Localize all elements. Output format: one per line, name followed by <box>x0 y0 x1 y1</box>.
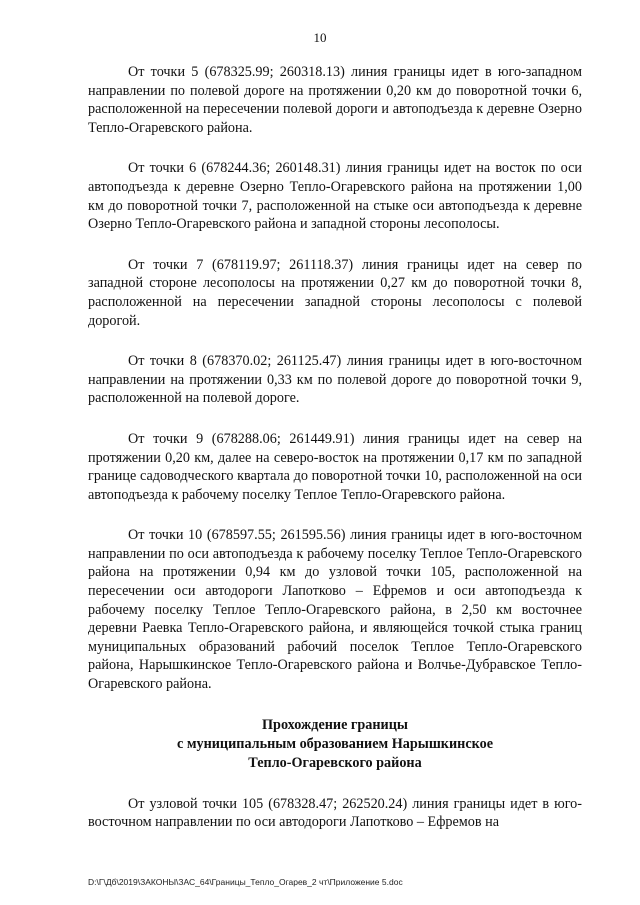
section-heading-line-1: Прохождение границы <box>262 716 408 733</box>
document-body <box>88 63 582 854</box>
section-heading-line-3: Тепло-Огаревского района <box>248 754 422 771</box>
paragraph-point-5: От точки 5 (678325.99; 260318.13) линия границы идет в юго-западном направлении по полевой дороге на протяжении 0,20 км до поворотной точки 6, расположенной на пересечении полевой дороги и автоподъезда к деревне Озерно Тепло-Огаревского района. <box>88 64 582 136</box>
paragraph-point-10: От точки 10 (678597.55; 261595.56) линия границы идет в юго-восточном направлении по оси автоподъезда к рабочему поселку Теплое Тепло-Огаревского района на протяжении 0,94 км до узловой точки 105, расположенной на пересечении оси автодороги Лапотково – Ефремов и оси автоподъезда к рабочему поселку Теплое Тепло-Огаревского района, в 2,50 км восточнее деревни Раевка Тепло-Огаревского района, и являющейся точкой стыка границ муниципальных образований рабочий поселок Теплое Тепло-Огаревского района, Нарышкинское Тепло-Огаревского района и Волчье-Дубравское Тепло-Огаревского района. <box>88 527 582 693</box>
section-heading-line-2: с муниципальным образованием Нарышкинское <box>176 735 494 752</box>
page-number: 10 <box>313 30 327 45</box>
paragraph-point-8: От точки 8 (678370.02; 261125.47) линия границы идет в юго-восточном направлении на протяжении 0,33 км по полевой дороге до поворотной точки 9, расположенной на полевой дороге. <box>88 353 582 407</box>
paragraph-point-7: От точки 7 (678119.97; 261118.37) линия границы идет на север по западной стороне лесополосы на протяжении 0,27 км до поворотной точки 8, расположенной на пересечении западной стороны лесополосы с полевой дорогой. <box>88 256 582 329</box>
paragraph-point-6: От точки 6 (678244.36; 260148.31) линия границы идет на восток по оси автоподъезда к деревне Озерно Тепло-Огаревского района на протяжении 1,00 км до поворотной точки 7, расположенной на стыке оси автоподъезда к деревне Озерно Тепло-Огаревского района и западной стороны лесополосы. <box>88 160 582 233</box>
footer-file-path: D:\Г\Дб\2019\ЗАКОНЫ\ЗАС_64\Границы_Тепло_Огарев_2 чт\Приложение 5.doc <box>88 877 403 887</box>
section-heading <box>88 716 582 773</box>
paragraph-point-105: От узловой точки 105 (678328.47; 262520.24) линия границы идет в юго-восточном направлении по оси автодороги Лапотково – Ефремов на <box>88 795 582 831</box>
paragraph-point-9: От точки 9 (678288.06; 261449.91) линия границы идет на север на протяжении 0,20 км, далее на северо-восток на протяжении 0,17 км по западной границе садоводческого квартала до поворотной точки 10, расположенной на оси автоподъезда к рабочему поселку Теплое Тепло-Огаревского района. <box>88 430 582 503</box>
